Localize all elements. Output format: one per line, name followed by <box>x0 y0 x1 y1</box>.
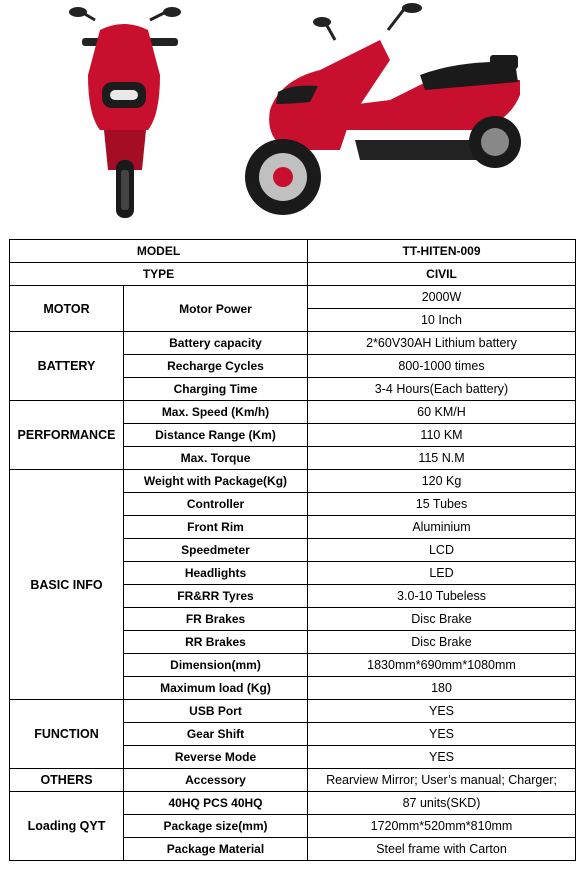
spec-value: 115 N.M <box>308 447 576 470</box>
motor-row <box>10 286 576 309</box>
spec-name: USB Port <box>124 700 308 723</box>
spec-value: Steel frame with Carton <box>308 838 576 861</box>
spec-value: 3.0-10 Tubeless <box>308 585 576 608</box>
type-row <box>10 263 576 286</box>
spec-value: LCD <box>308 539 576 562</box>
spec-value: YES <box>308 700 576 723</box>
spec-value: Disc Brake <box>308 608 576 631</box>
spec-value: 2*60V30AH Lithium battery <box>308 332 576 355</box>
spec-name: Distance Range (Km) <box>124 424 308 447</box>
spec-name: Accessory <box>124 769 308 792</box>
spec-name: Battery capacity <box>124 332 308 355</box>
spec-value: 1830mm*690mm*1080mm <box>308 654 576 677</box>
model-row <box>10 240 576 263</box>
model-label: MODEL <box>10 240 308 263</box>
category-label: BATTERY <box>10 332 124 401</box>
spec-name: Max. Torque <box>124 447 308 470</box>
spec-row <box>10 792 576 815</box>
spec-name: Dimension(mm) <box>124 654 308 677</box>
category-label: OTHERS <box>10 769 124 792</box>
spec-name: Gear Shift <box>124 723 308 746</box>
category-label: Loading QYT <box>10 792 124 861</box>
spec-value: 120 Kg <box>308 470 576 493</box>
spec-value: 180 <box>308 677 576 700</box>
category-label: FUNCTION <box>10 700 124 769</box>
spec-name: 40HQ PCS 40HQ <box>124 792 308 815</box>
spec-name: Headlights <box>124 562 308 585</box>
spec-name: Speedmeter <box>124 539 308 562</box>
spec-value: 87 units(SKD) <box>308 792 576 815</box>
spec-row <box>10 700 576 723</box>
category-label: BASIC INFO <box>10 470 124 700</box>
spec-value: Aluminium <box>308 516 576 539</box>
spec-value: 3-4 Hours(Each battery) <box>308 378 576 401</box>
spec-table <box>9 239 576 861</box>
spec-value: Rearview Mirror; User’s manual; Charger; <box>308 769 576 792</box>
spec-value: 60 KM/H <box>308 401 576 424</box>
spec-name: Max. Speed (Km/h) <box>124 401 308 424</box>
spec-name: Maximum load (Kg) <box>124 677 308 700</box>
spec-value: YES <box>308 746 576 769</box>
spec-row <box>10 401 576 424</box>
spec-motor-power: Motor Power <box>124 286 308 332</box>
spec-name: FR&RR Tyres <box>124 585 308 608</box>
spec-name: Package size(mm) <box>124 815 308 838</box>
scooter-illustration <box>0 0 580 232</box>
spec-name: Front Rim <box>124 516 308 539</box>
scooter-side-view <box>245 3 521 215</box>
spec-table-body <box>10 240 576 861</box>
model-value: TT-HITEN-009 <box>308 240 576 263</box>
value-motor-size: 10 Inch <box>308 309 576 332</box>
spec-value: 110 KM <box>308 424 576 447</box>
spec-name: Package Material <box>124 838 308 861</box>
type-label: TYPE <box>10 263 308 286</box>
spec-value: 15 Tubes <box>308 493 576 516</box>
category-label: PERFORMANCE <box>10 401 124 470</box>
category-motor: MOTOR <box>10 286 124 332</box>
spec-value: 800-1000 times <box>308 355 576 378</box>
product-photos <box>0 0 580 232</box>
spec-name: Charging Time <box>124 378 308 401</box>
scooter-front-view <box>69 7 181 218</box>
spec-name: Controller <box>124 493 308 516</box>
spec-name: Recharge Cycles <box>124 355 308 378</box>
spec-value: YES <box>308 723 576 746</box>
spec-row <box>10 332 576 355</box>
spec-name: RR Brakes <box>124 631 308 654</box>
spec-value: 1720mm*520mm*810mm <box>308 815 576 838</box>
spec-value: LED <box>308 562 576 585</box>
value-motor-power: 2000W <box>308 286 576 309</box>
spec-row <box>10 769 576 792</box>
spec-name: FR Brakes <box>124 608 308 631</box>
spec-name: Weight with Package(Kg) <box>124 470 308 493</box>
spec-row <box>10 470 576 493</box>
type-value: CIVIL <box>308 263 576 286</box>
spec-value: Disc Brake <box>308 631 576 654</box>
spec-name: Reverse Mode <box>124 746 308 769</box>
